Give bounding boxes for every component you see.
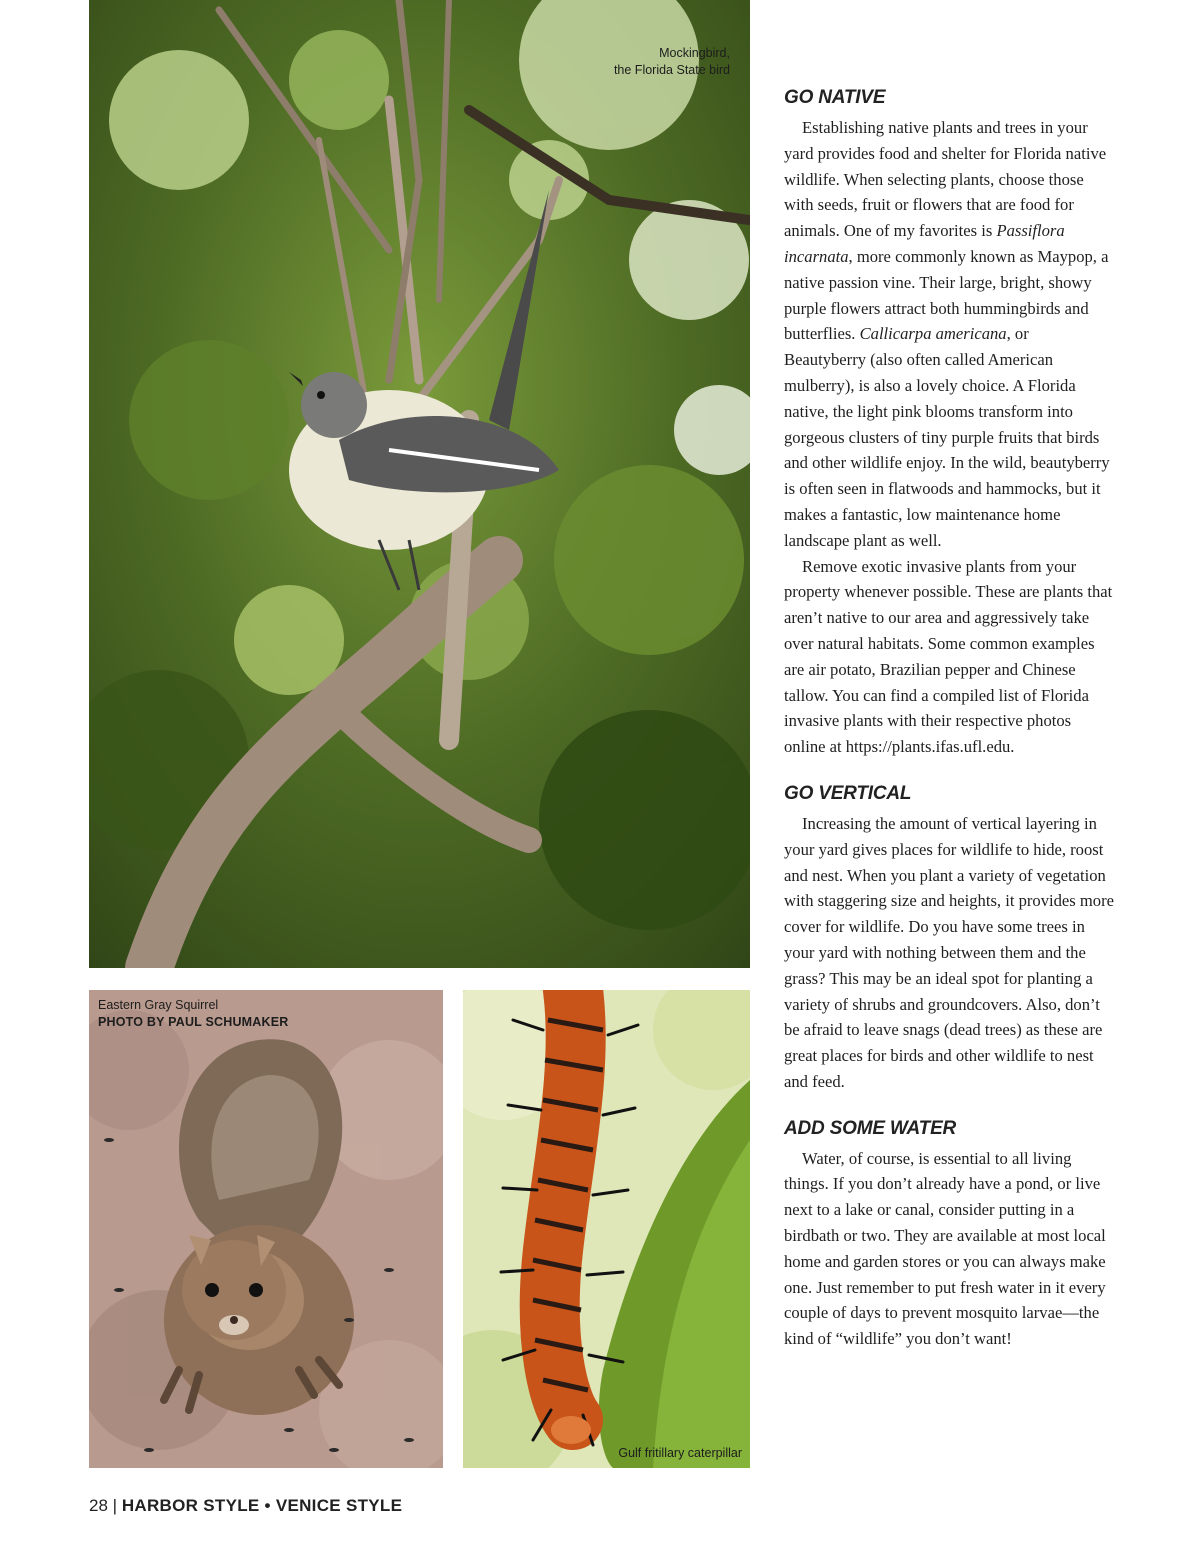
page-footer: [89, 1496, 402, 1516]
section-add-some-water: [784, 1117, 1114, 1352]
mockingbird-caption-line1: Mockingbird,: [659, 46, 730, 60]
caterpillar-photo: [463, 990, 750, 1468]
footer-separator: |: [112, 1496, 118, 1515]
publication-name: HARBOR STYLE • VENICE STYLE: [121, 1496, 403, 1515]
squirrel-image: [89, 990, 443, 1468]
mockingbird-image: [89, 0, 750, 968]
section-heading: GO VERTICAL: [784, 782, 912, 804]
paragraph: Water, of course, is essential to all living things. If you don’t already have a pond, or live next to a lake or canal, consider putting in a birdbath or two. They are available at most local home and garden stores or you can always make one. Just remember to put fresh water in it every couple of days to prevent mosquito larvae—the kind of “wildlife” you don’t want!: [784, 1148, 1106, 1349]
paragraph-text: , or Beautyberry (also often called American mulberry), is also a lovely choice. A Florida native, the light pink blooms transform into gorgeous clusters of tiny purple fruits that birds and other wildlife enjoy. In the wild, beautyberry is often seen in flatwoods and hammocks, but it makes a fantastic, low maintenance home landscape plant as well.: [784, 324, 1110, 550]
mockingbird-caption-line2: the Florida State bird: [613, 63, 730, 77]
species-name: Passiflora incarnata: [784, 221, 1065, 266]
species-name: Callicarpa americana: [859, 324, 1007, 344]
caterpillar-image: [463, 990, 750, 1468]
section-go-vertical: [784, 782, 1114, 1095]
caterpillar-caption: Gulf fritillary caterpillar: [618, 1446, 742, 1460]
section-heading: ADD SOME WATER: [784, 1117, 957, 1139]
squirrel-photo: [89, 990, 443, 1468]
page-number: 28: [89, 1496, 108, 1515]
paragraph: [784, 115, 1114, 554]
squirrel-caption-title: Eastern Gray Squirrel: [98, 998, 219, 1012]
mockingbird-photo: [89, 0, 750, 968]
paragraph-text: , more commonly known as Maypop, a native passion vine. Their large, bright, showy purple flowers attract both hummingbirds and butterflies.: [784, 246, 1109, 344]
section-go-native: [784, 86, 1114, 760]
squirrel-photo-credit: PHOTO BY PAUL SCHUMAKER: [98, 1015, 289, 1029]
squirrel-caption: [98, 997, 289, 1031]
paragraph: Remove exotic invasive plants from your property whenever possible. These are plants that aren’t native to our area and aggressively take over natural habitats. Some common examples are air potato, Brazilian pepper and Chinese tallow. You can find a compiled list of Florida invasive plants with their respective photos online at https://plants.ifas.ufl.edu.: [784, 556, 1113, 757]
article-column: [784, 86, 1114, 1374]
paragraph: Increasing the amount of vertical layering in your yard gives places for wildlife to hide, roost and nest. When you plant a variety of vegetation with staggering size and heights, it provides more cover for wildlife. Do you have some trees in your yard with nothing between them and the grass? This may be an ideal spot for planting a variety of shrubs and groundcovers. Also, don’t be afraid to leave snags (dead trees) as these are great places for birds and other wildlife to nest and feed.: [784, 813, 1114, 1091]
mockingbird-caption: [614, 45, 730, 79]
section-heading: GO NATIVE: [784, 87, 886, 108]
paragraph-text: Establishing native plants and trees in your yard provides food and shelter for Florida native wildlife. When selecting plants, choose those with seeds, fruit or flowers that are food for animals. One of my favorites is: [784, 118, 1107, 241]
